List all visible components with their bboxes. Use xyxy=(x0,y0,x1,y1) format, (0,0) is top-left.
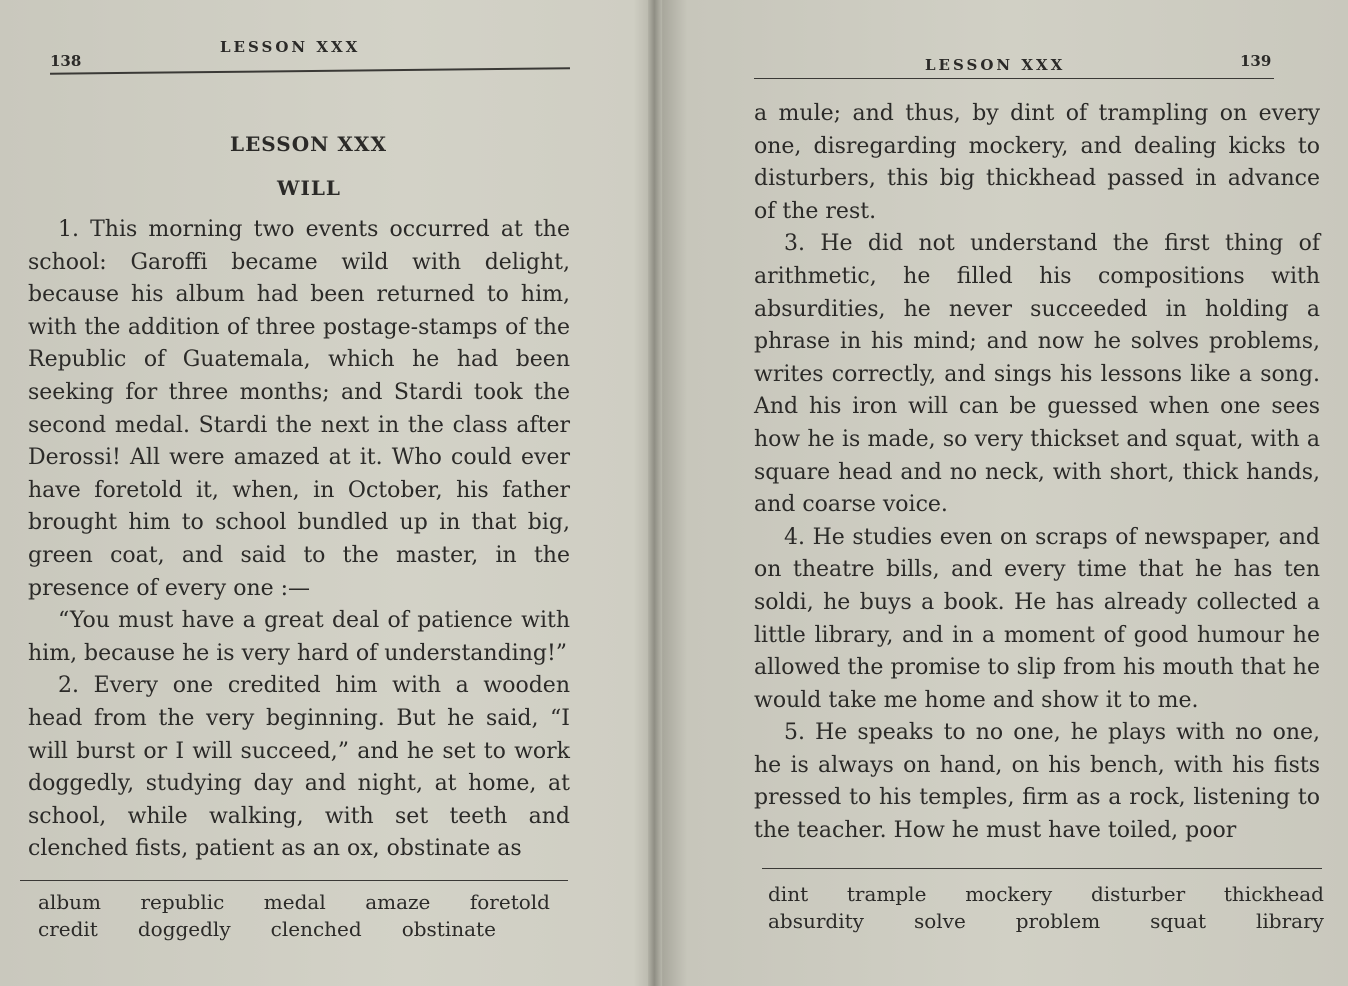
vocab-word: amaze xyxy=(365,890,431,914)
paragraph-1: 1. This morning two events occurred at the school: Garoffi became wild with delight, because his album had been returned to him, with the addition of three postage-stamps of the Republic of Guatemala, which he had been seeking for three months; and Stardi took the second medal. Stardi the next in the class after Derossi! All were amazed at it. Who could ever have foretold it, when, in October, his father brought him to school bundled up in that big, green coat, and said to the master, in the presence of every one :— xyxy=(28,217,570,601)
vocab-word: doggedly xyxy=(137,917,231,941)
vocab-word: squat xyxy=(1150,909,1207,933)
paragraph-4: 4. He studies even on scraps of newspaper, and on theatre bills, and every time that he has ten soldi, he buys a book. He has already collected a little library, and in a moment of good humour he allowed the promise to slip from his mouth that he would take me home and show it to me. xyxy=(754,524,1320,713)
vocab-word: obstinate xyxy=(401,917,496,941)
lesson-title: LESSON XXX xyxy=(230,132,387,156)
vocab-row-2-right xyxy=(768,908,1324,935)
vocab-word: clenched xyxy=(270,917,362,941)
vocab-row-2-left xyxy=(38,916,550,943)
vocab-word: disturber xyxy=(1090,882,1186,906)
vocab-word: problem xyxy=(1015,909,1101,933)
paragraph-3: 3. He did not understand the first thing of arithmetic, he filled his compositions with absurdities, he never succeeded in holding a phrase in his mind; and now he solves problems, writes correctly, and sings his lessons like a song. And his iron will can be guessed when one sees how he is made, so very thickset and squat, with a square head and no neck, with short, thick hands, and coarse voice. xyxy=(754,231,1320,518)
left-body-text xyxy=(28,214,570,866)
vocab-word: dint xyxy=(768,882,809,906)
vocab-row-1-left xyxy=(38,889,550,916)
paragraph-2: 2. Every one credited him with a wooden head from the very beginning. But he said, “I will burst or I will succeed,” and he set to work doggedly, studying day and night, at home, at school, while walking, with set teeth and clenched fists, patient as an ox, obstinate as xyxy=(28,673,570,862)
paragraph-5: 5. He speaks to no one, he plays with no one, he is always on hand, on his bench, with his fists pressed to his temples, firm as a rock, listening to the teacher. How he must have toiled, poor xyxy=(754,720,1320,844)
vocab-word: library xyxy=(1256,909,1324,933)
vocab-word: solve xyxy=(913,909,966,933)
vocab-rule-left xyxy=(20,880,568,881)
vocab-word: credit xyxy=(38,917,98,941)
vocab-word: foretold xyxy=(469,890,550,914)
vocab-word: trample xyxy=(846,882,927,906)
vocab-word: album xyxy=(38,890,101,914)
running-head-left: LESSON XXX xyxy=(220,38,361,56)
page-number-right: 139 xyxy=(1240,52,1272,70)
lesson-subtitle: WILL xyxy=(277,176,341,200)
right-body-text xyxy=(754,98,1320,848)
vocab-word: republic xyxy=(140,890,225,914)
running-head-right: LESSON XXX xyxy=(925,56,1066,74)
vocab-word: thickhead xyxy=(1223,882,1324,906)
vocab-list-left xyxy=(38,889,550,943)
vocab-rule-right xyxy=(762,868,1322,869)
paragraph-continued: a mule; and thus, by dint of trampling on every one, disregarding mockery, and dealing kicks to disturbers, this big thickhead passed in advance of the rest. xyxy=(754,101,1320,224)
vocab-word: medal xyxy=(263,890,326,914)
paragraph-quote: “You must have a great deal of patience with him, because he is very hard of understanding!” xyxy=(28,608,570,666)
vocab-word: absurdity xyxy=(768,909,864,933)
page-number-left: 138 xyxy=(50,52,82,70)
vocab-row-1-right xyxy=(768,881,1324,908)
vocab-list-right xyxy=(768,881,1324,935)
vocab-word: mockery xyxy=(965,882,1053,906)
header-rule-right xyxy=(754,78,1274,79)
